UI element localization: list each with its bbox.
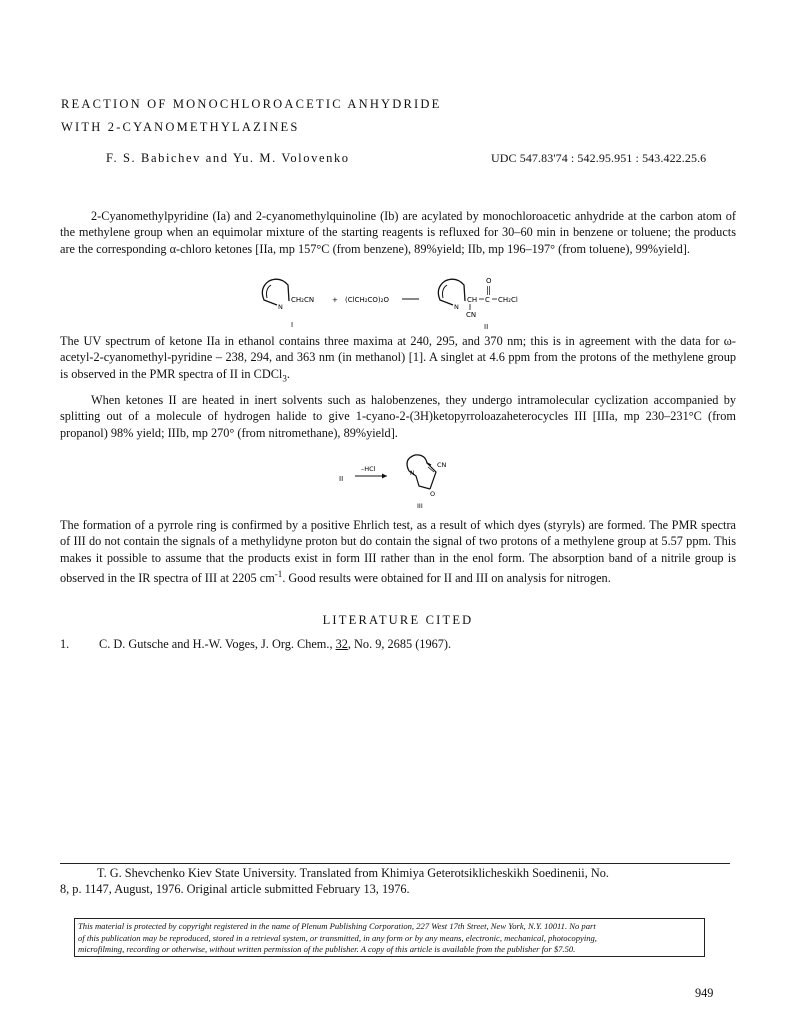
arrow-head	[382, 474, 387, 479]
reference-authors-journal: C. D. Gutsche and H.-W. Voges, J. Org. Chem.,	[99, 637, 336, 651]
product-oxygen: O	[486, 277, 492, 285]
copyright-line-3: microfilming, recording or otherwise, without written permission of the publisher. A copy of this article is available from the publisher for $7.50.	[78, 944, 576, 955]
reaction-scheme-2	[333, 451, 473, 511]
title-line-2: WITH 2-CYANOMETHYLAZINES	[61, 120, 300, 134]
udc-code: UDC 547.83'74 : 542.95.951 : 543.422.25.6	[491, 151, 707, 165]
plus-sign: +	[332, 296, 338, 304]
paragraph-2	[60, 333, 736, 386]
reaction-scheme-1	[255, 272, 555, 334]
product-oxygen-2: O	[430, 490, 436, 498]
paragraph-4-main: The formation of a pyrrole ring is confirmed by a positive Ehrlich test, as a result of which dyes (styryls) are formed. The PMR spectra of III do not contain the signals of a methylidyne proton but do contain the signal of two protons of a methylene group at 5.57 ppm. This makes it possible to assume that the products exist in form III rather than in the enol form. The absorption band of a nitrile group is observed in the IR spectra of III at 2205 cm	[60, 518, 736, 585]
paragraph-3	[60, 392, 736, 441]
reference-1	[99, 637, 451, 652]
page-number: 949	[695, 986, 714, 1000]
ring-n: N	[410, 470, 415, 477]
paragraph-4-end: . Good results were obtained for II and III on analysis for nitrogen.	[282, 570, 611, 585]
paragraph-4-text	[60, 517, 736, 586]
literature-heading: LITERATURE CITED	[322, 613, 474, 627]
arrow-label: –HCl	[361, 465, 376, 473]
paragraph-3-text: When ketones II are heated in inert solvents such as halobenzenes, they undergo intramolecular cyclization accompanied by splitting out of a molecule of hydrogen halide to give 1-cyano-2-(3H)ketopyrroloazaheterocycles III [IIIa, mp 230–231°C (from propanol) 98% yield; IIIb, mp 270° (from nitromethane), 89%yield].	[60, 393, 736, 440]
copyright-line-1: This material is protected by copyright registered in the name of Plenum Publishing Corporation, 227 West 17th Street, New York, N.Y. 10011. No part	[78, 921, 596, 931]
reagent: (ClCH₂CO)₂O	[345, 296, 389, 304]
start-compound-ii: II	[339, 475, 344, 483]
product-ch: CH	[467, 296, 478, 304]
paragraph-4	[60, 517, 736, 586]
pyridine-ring-reactant	[262, 279, 289, 305]
product-ch2cl: CH₂Cl	[498, 296, 518, 304]
footnote-line-2: 8, p. 1147, August, 1976. Original article submitted February 13, 1976.	[60, 882, 410, 897]
paragraph-2-text	[60, 333, 736, 386]
product-carbonyl-c: C	[485, 296, 490, 304]
footnote	[60, 865, 736, 898]
authors: F. S. Babichev and Yu. M. Volovenko	[106, 151, 350, 165]
pyridine-ring-product	[438, 279, 465, 305]
paragraph-2-main: The UV spectrum of ketone IIa in ethanol contains three maxima at 240, 295, and 370 nm; this is in agreement with the data for ω-acetyl-2-cyanomethyl-pyridine – 238, 294, and 363 nm (in methanol) [1]. A singlet at 4.6 ppm from the protons of the methylene group is observed in the PMR spectra of II in CDCl	[60, 334, 736, 381]
copyright-notice	[74, 918, 705, 957]
label-compound-i: I	[291, 321, 294, 329]
footnote-line-1: T. G. Shevchenko Kiev State University. Translated from Khimiya Geterotsiklicheskikh Soedinenii, No.	[97, 866, 609, 880]
reference-volume: 32	[335, 637, 348, 651]
product-n: N	[454, 303, 459, 311]
superscript-minus-1: -1	[274, 568, 283, 579]
reactant-n: N	[278, 303, 283, 311]
reactant-substituent: CH₂CN	[291, 296, 315, 304]
label-compound-iii: III	[417, 502, 423, 510]
paragraph-1	[60, 208, 736, 257]
paragraph-2-end: .	[286, 366, 290, 381]
product-cn: CN	[466, 311, 477, 319]
paragraph-1-text: 2-Cyanomethylpyridine (Ia) and 2-cyanomethylquinoline (Ib) are acylated by monochloroacetic anhydride at the carbon atom of the methylene group when an equimolar mixture of the starting reagents is refluxed for 30–60 min in benzene or toluene; the products are the corresponding α-chloro ketones [IIa, mp 157°C (from benzene), 89%yield; IIb, mp 196–197° (from toluene), 99%yield].	[60, 209, 736, 256]
product-cn-group: CN	[437, 461, 447, 469]
subscript-3: 3	[282, 373, 287, 384]
reference-issue-pages: , No. 9, 2685 (1967).	[347, 637, 452, 651]
copyright-line-2: of this publication may be reproduced, stored in a retrieval system, or transmitted, in any form or by any means, electronic, mechanical, photocopying,	[78, 932, 597, 943]
label-compound-ii: II	[484, 323, 489, 331]
footnote-rule	[60, 863, 730, 864]
reference-number: 1.	[60, 637, 70, 651]
title-line-1: REACTION OF MONOCHLOROACETIC ANHYDRIDE	[61, 97, 442, 111]
